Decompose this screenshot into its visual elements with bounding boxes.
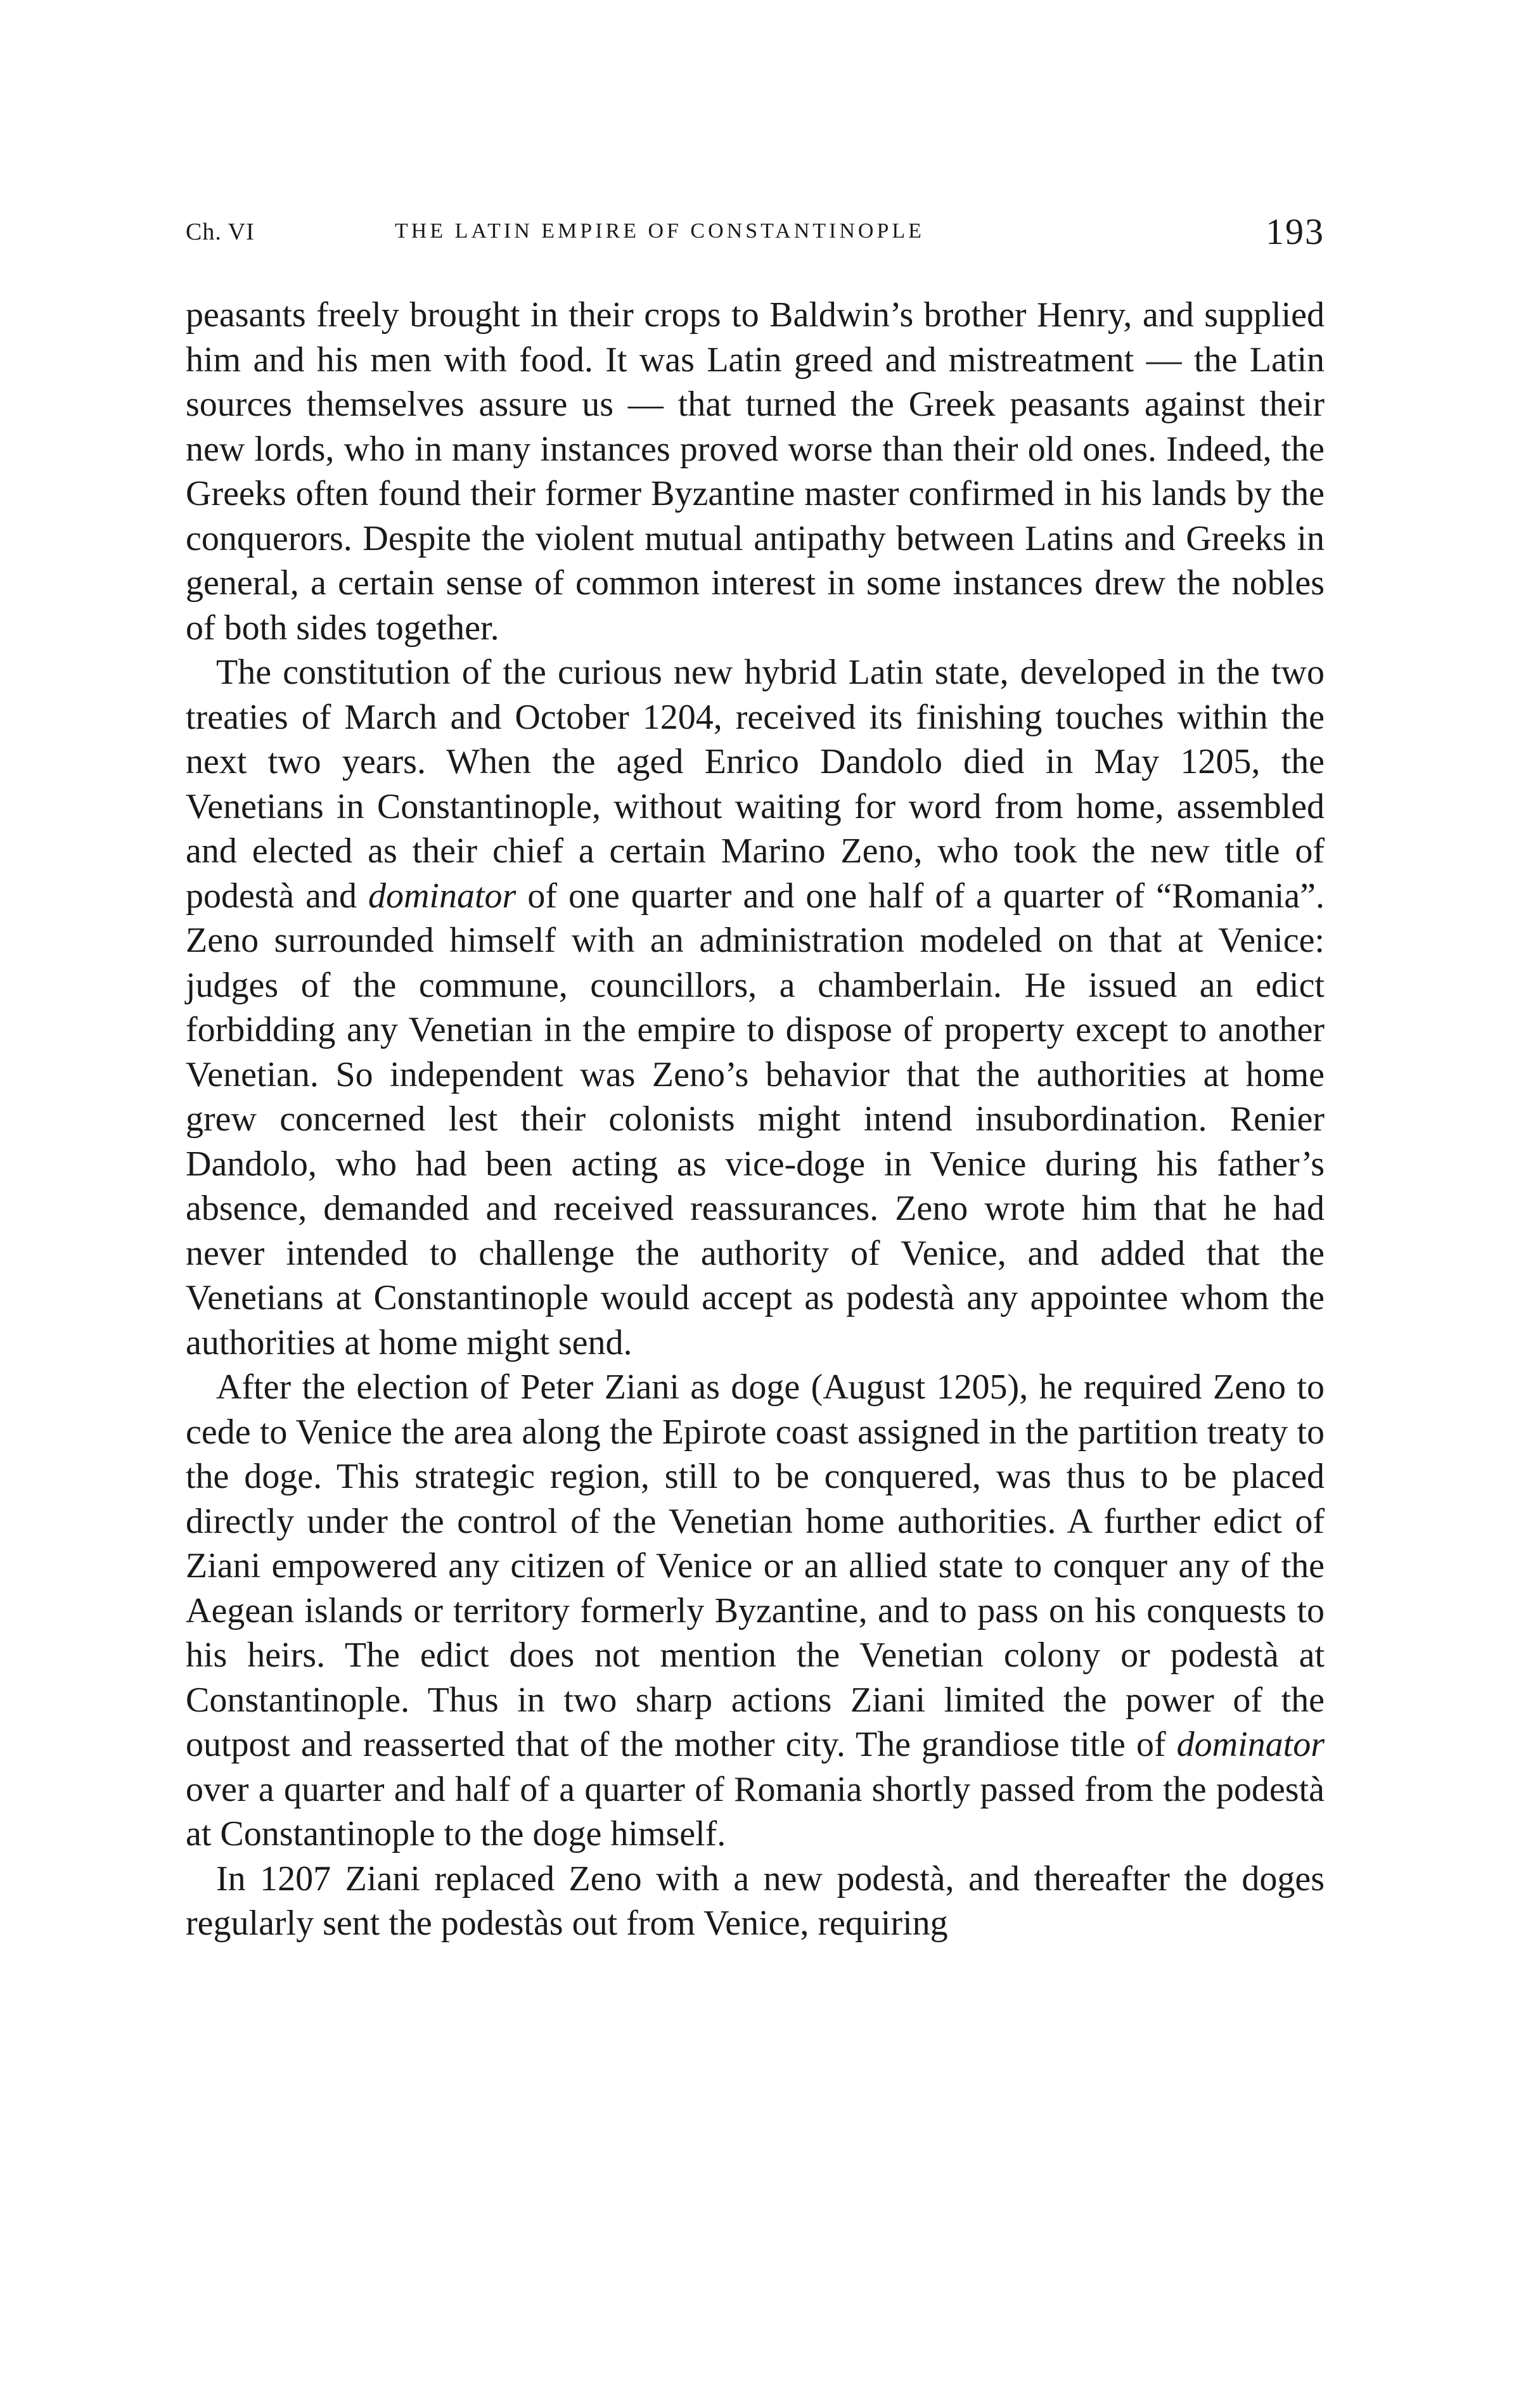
- running-title: THE LATIN EMPIRE OF CONSTANTINOPLE: [395, 219, 925, 243]
- italic-term: dominator: [368, 876, 517, 916]
- body-text: [186, 293, 1325, 1946]
- paragraph: [186, 650, 1325, 1365]
- page-number: 193: [1266, 211, 1325, 252]
- text-run: of one quarter and one half of a quarter of “Romania”. Zeno surrounded himself with an administration modeled on that at Venice: judges of the commune, councillors, a chamberlain. He issued an edict forbidding any Venetian in the empire to dispose of property except to another Venetian. So independent was Zeno’s behavior that the authorities at home grew concerned lest their colonists might intend insubordination. Renier Dandolo, who had been acting as vice-doge in Venice during his father’s absence, demanded and received reassurances. Zeno wrote him that he had never intended to challenge the authority of Venice, and added that the Venetians at Constantinople would accept as podestà any appointee whom the authorities at home might send.: [186, 876, 1325, 1362]
- paragraph: [186, 293, 1325, 650]
- running-head: [186, 209, 1325, 260]
- text-run: In 1207 Ziani replaced Zeno with a new podestà, and thereafter the doges regularly sent the podestàs out from Venice, requiring: [186, 1859, 1325, 1943]
- text-run: After the election of Peter Ziani as doge (August 1205), he required Zeno to cede to Venice the area along the Epirote coast assigned in the partition treaty to the doge. This strategic region, still to be conquered, was thus to be placed directly under the control of the Venetian home authorities. A further edict of Ziani empowered any citizen of Venice or an allied state to conquer any of the Aegean islands or territory formerly Byzantine, and to pass on his conquests to his heirs. The edict does not mention the Venetian colony or podestà at Constantinople. Thus in two sharp actions Ziani limited the power of the outpost and reasserted that of the mother city. The grandiose title of: [186, 1367, 1325, 1764]
- paragraph: [186, 1365, 1325, 1857]
- text-run: peasants freely brought in their crops to Baldwin’s brother Henry, and supplied him and his men with food. It was Latin greed and mistreatment — the Latin sources themselves assure us — that turned the Greek peasants against their new lords, who in many instances proved worse than their old ones. Indeed, the Greeks often found their former Byzantine master confirmed in his lands by the conquerors. Despite the violent mutual antipathy between Latins and Greeks in general, a certain sense of common interest in some instances drew the nobles of both sides together.: [186, 295, 1325, 648]
- text-run: over a quarter and half of a quarter of Romania shortly passed from the podestà at Constantinople to the doge himself.: [186, 1769, 1325, 1854]
- chapter-label: Ch. VI: [186, 219, 255, 245]
- paragraph: [186, 1857, 1325, 1946]
- italic-term: dominator: [1176, 1725, 1325, 1764]
- text-run: The constitution of the curious new hybrid Latin state, developed in the two treaties of March and October 1204, received its finishing touches within the next two years. When the aged Enrico Dandolo died in May 1205, the Venetians in Constantinople, without waiting for word from home, assembled and elected as their chief a certain Marino Zeno, who took the new title of podestà and: [186, 653, 1325, 916]
